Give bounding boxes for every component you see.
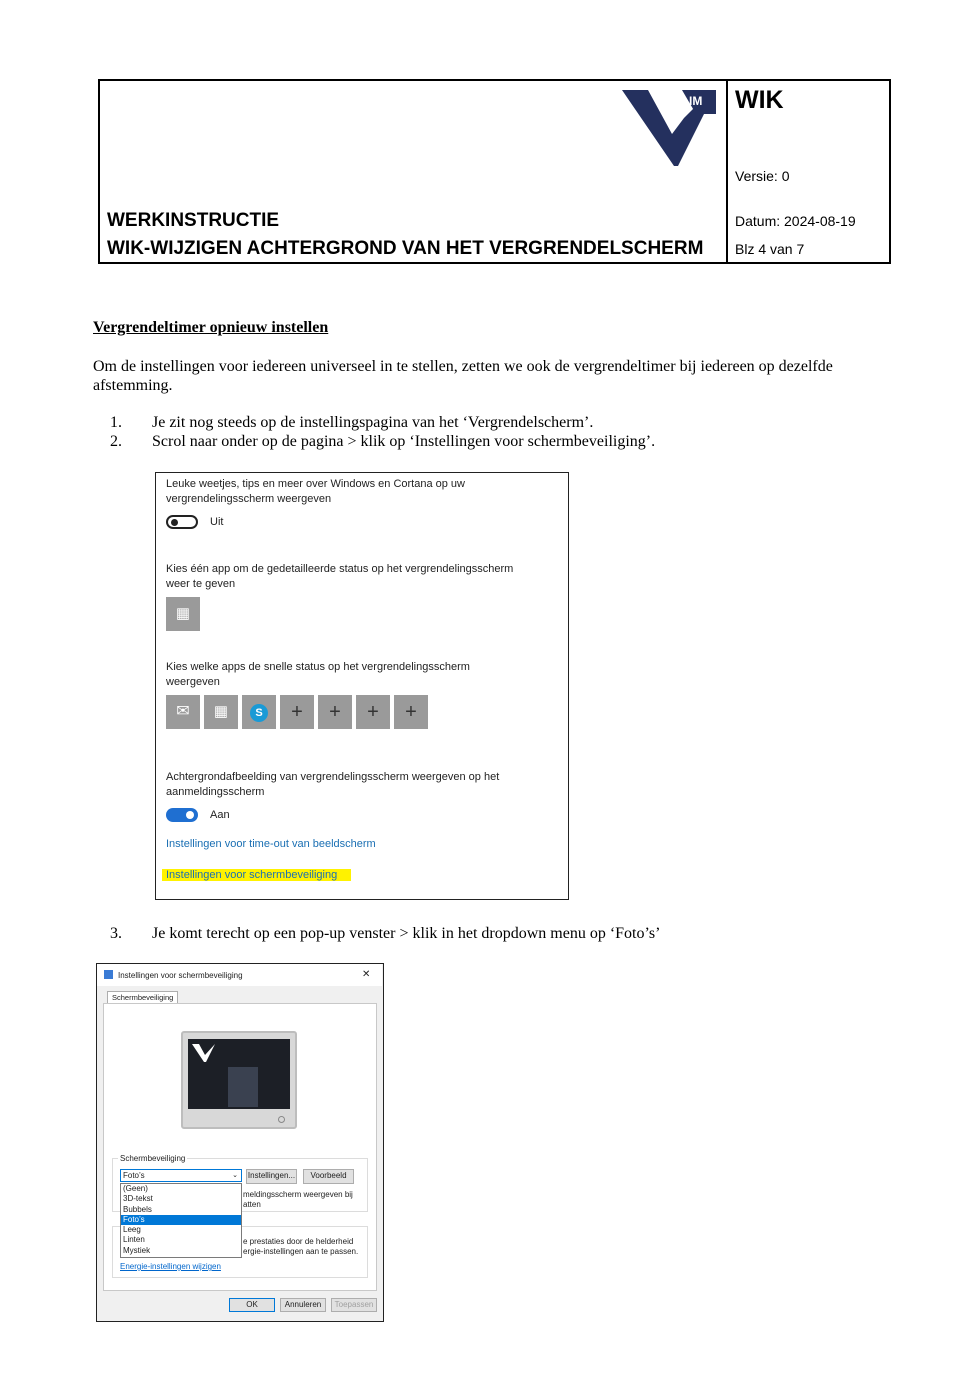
tips-toggle[interactable] xyxy=(166,515,198,529)
date: Datum: 2024-08-19 xyxy=(735,213,856,229)
ok-button[interactable]: OK xyxy=(229,1298,275,1312)
screensaver-dialog-screenshot xyxy=(96,963,384,1322)
intro-paragraph: Om de instellingen voor iedereen universeel in te stellen, zetten we ook de vergrendeltimer bij iedereen op dezelfde afstemming. xyxy=(93,358,833,394)
power-led xyxy=(278,1116,285,1123)
add-app-button[interactable]: + xyxy=(356,695,390,729)
monitor-preview xyxy=(181,1031,297,1129)
calendar-icon[interactable]: ▦ xyxy=(166,597,200,631)
tips-label: vergrendelingsscherm weergeven xyxy=(166,493,332,505)
dropdown-value: Foto’s xyxy=(123,1171,145,1180)
background-toggle-state: Aan xyxy=(210,809,230,821)
add-app-button[interactable]: + xyxy=(280,695,314,729)
cancel-button[interactable]: Annuleren xyxy=(280,1298,326,1312)
tips-toggle-state: Uit xyxy=(210,516,224,528)
screensaver-dropdown[interactable] xyxy=(120,1169,242,1182)
hidden-option-text: meldingsscherm weergeven bij xyxy=(243,1190,353,1199)
settings-button[interactable]: Instellingen... xyxy=(246,1169,297,1184)
tips-label: Leuke weetjes, tips en meer over Windows en Cortana op uw xyxy=(166,478,465,490)
lockscreen-settings-screenshot xyxy=(155,472,569,900)
background-toggle[interactable] xyxy=(166,808,198,822)
section-heading: Vergrendeltimer opnieuw instellen xyxy=(93,319,329,336)
dropdown-option[interactable]: Linten xyxy=(123,1235,145,1245)
timeout-settings-link[interactable]: Instellingen voor time-out van beeldscherm xyxy=(166,838,376,850)
preview-button[interactable]: Voorbeeld xyxy=(303,1169,354,1184)
step-number: 3. xyxy=(110,925,122,942)
dropdown-list xyxy=(120,1183,242,1258)
detail-status-label: weer te geven xyxy=(166,578,236,590)
detail-status-label: Kies één app om de gedetailleerde status op het vergrendelingsscherm xyxy=(166,563,514,575)
dropdown-option[interactable]: Bubbels xyxy=(123,1204,152,1214)
calendar-icon[interactable]: ▦ xyxy=(204,695,238,729)
header-divider xyxy=(726,79,728,264)
screensaver-settings-link[interactable]: Instellingen voor schermbeveiliging xyxy=(162,869,351,881)
group-label: Schermbeveiliging xyxy=(120,1154,186,1163)
page-number: Blz 4 van 7 xyxy=(735,241,805,257)
tab-screensaver[interactable]: Schermbeveiliging xyxy=(107,991,178,1003)
version: Versie: 0 xyxy=(735,168,790,184)
mail-icon[interactable]: ✉ xyxy=(166,695,200,729)
step-text: Scrol naar onder op de pagina > klik op ‘Instellingen voor schermbeveiliging’. xyxy=(152,433,656,450)
dropdown-option[interactable]: Leeg xyxy=(123,1225,141,1235)
step-text: Je komt terecht op een pop-up venster > klik in het dropdown menu op ‘Foto’s’ xyxy=(152,925,661,942)
screensaver-link-wrapper xyxy=(162,868,351,883)
document-type: WERKINSTRUCTIE xyxy=(107,210,280,231)
quick-status-label: Kies welke apps de snelle status op het vergrendelingsscherm xyxy=(166,661,470,673)
power-settings-link[interactable]: Energie-instellingen wijzigen xyxy=(120,1262,221,1271)
apply-button[interactable]: Toepassen xyxy=(331,1298,377,1312)
power-text: e prestaties door de helderheid xyxy=(243,1237,354,1246)
company-logo xyxy=(620,88,720,168)
chevron-down-icon: ⌄ xyxy=(232,1172,238,1179)
step-number: 1. xyxy=(110,414,122,431)
dropdown-option-selected[interactable]: Foto’s xyxy=(121,1215,241,1225)
step-text: Je zit nog steeds op de instellingspagina van het ‘Vergrendelscherm’. xyxy=(152,414,594,431)
quick-status-label: weergeven xyxy=(166,676,220,688)
company-logo xyxy=(191,1043,217,1063)
background-label: aanmeldingsscherm xyxy=(166,786,265,798)
step-number: 2. xyxy=(110,433,122,450)
logo-letters: IM xyxy=(689,94,703,108)
add-app-button[interactable]: + xyxy=(394,695,428,729)
dropdown-option[interactable]: Mystiek xyxy=(123,1245,151,1255)
dropdown-option[interactable]: 3D-tekst xyxy=(123,1194,153,1204)
close-icon[interactable]: ✕ xyxy=(362,969,371,980)
preview-screen xyxy=(188,1039,290,1109)
truck-image xyxy=(228,1067,258,1107)
document-title: WIK-WIJZIGEN ACHTERGROND VAN HET VERGRENDELSCHERM xyxy=(107,238,704,259)
document-code: WIK xyxy=(735,86,784,114)
window-icon xyxy=(104,970,113,979)
hidden-option-text: atten xyxy=(243,1200,261,1209)
power-text: ergie-instellingen aan te passen. xyxy=(243,1247,359,1256)
skype-icon: S xyxy=(250,704,268,722)
add-app-button[interactable]: + xyxy=(318,695,352,729)
dropdown-option[interactable]: (Geen) xyxy=(123,1184,148,1193)
dialog-title: Instellingen voor schermbeveiliging xyxy=(118,971,243,980)
skype-tile[interactable] xyxy=(242,695,276,729)
background-label: Achtergrondafbeelding van vergrendelingsscherm weergeven op het xyxy=(166,771,500,783)
